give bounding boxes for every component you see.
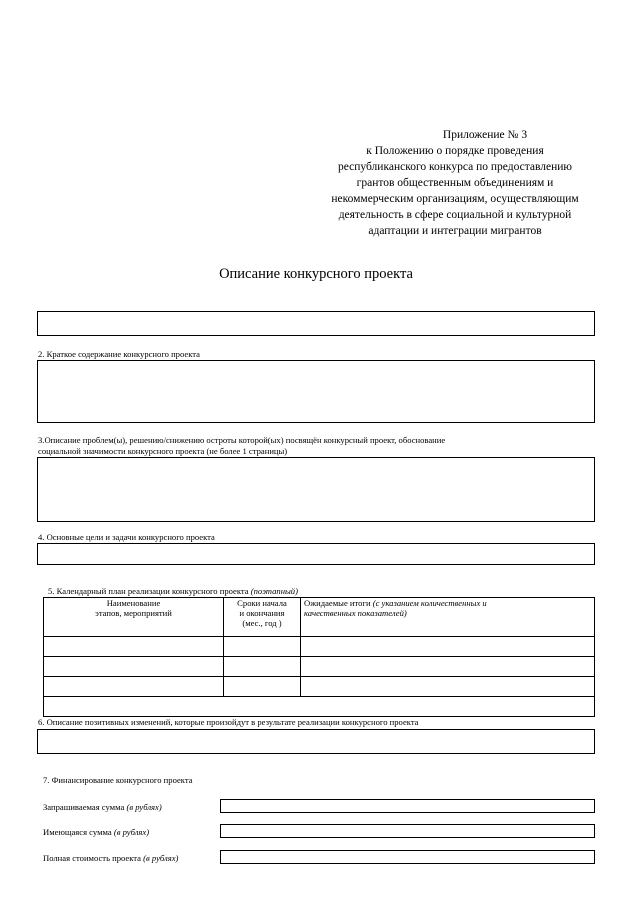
col-results-italic2: качественных показателей) — [304, 608, 407, 618]
requested-sum-text: Запрашиваемая сумма — [43, 802, 127, 812]
table-cell[interactable] — [301, 637, 595, 657]
total-cost-text: Полная стоимость проекта — [43, 853, 144, 863]
annex-line: адаптации и интеграции мигрантов — [368, 225, 542, 237]
table-row — [44, 657, 595, 677]
table-cell[interactable] — [44, 657, 224, 677]
total-cost-unit: (в рублях) — [143, 853, 179, 863]
goals-field[interactable] — [37, 543, 595, 565]
plan-label-italic: (поэтапный) — [250, 586, 298, 596]
table-cell[interactable] — [224, 657, 301, 677]
existing-sum-label — [43, 827, 149, 837]
requested-sum-label — [43, 802, 162, 812]
problem-label-line2: социальной значимости конкурсного проекта (не более 1 страницы) — [38, 446, 288, 456]
existing-sum-text: Имеющаяся сумма — [43, 827, 114, 837]
table-header-row — [44, 598, 595, 637]
existing-sum-unit: (в рублях) — [113, 827, 150, 837]
col-stages-line1: Наименование — [106, 598, 161, 608]
annex-line: Приложение № 3 — [442, 129, 528, 141]
col-results-italic1: (с указанием количественных и — [372, 598, 487, 608]
annex-line: деятельность в сфере социальной и культурной — [338, 209, 572, 221]
table-cell[interactable] — [44, 697, 595, 717]
annex-header — [300, 127, 610, 239]
total-cost-label — [43, 853, 178, 863]
summary-label: 2. Краткое содержание конкурсного проекта — [38, 349, 200, 359]
annex-line: грантов общественным объединениям и — [356, 177, 554, 189]
table-cell[interactable] — [224, 677, 301, 697]
summary-field[interactable] — [37, 360, 595, 423]
table-cell[interactable] — [44, 637, 224, 657]
col-dates-line2: и окончания — [239, 608, 285, 618]
problem-label-line1: 3.Описание проблем(ы), решению/снижению остроты которой(ых) посвящён конкурсный проект, обоснование — [38, 435, 446, 445]
calendar-plan-table — [43, 597, 595, 717]
annex-line: к Положению о порядке проведения — [366, 145, 544, 157]
col-results-header — [301, 598, 595, 637]
col-dates-header — [224, 598, 301, 637]
col-dates-line3: (мес., год ) — [242, 618, 282, 628]
existing-sum-field[interactable] — [220, 824, 595, 838]
total-cost-field[interactable] — [220, 850, 595, 864]
annex-line: республиканского конкурса по предоставлению — [337, 161, 572, 173]
table-cell[interactable] — [301, 657, 595, 677]
problem-field[interactable] — [37, 457, 595, 522]
plan-label-text: 5. Календарный план реализации конкурсного проекта — [48, 586, 251, 596]
table-cell[interactable] — [224, 637, 301, 657]
financing-label: 7. Финансирование конкурсного проекта — [43, 775, 193, 785]
plan-label — [48, 586, 298, 596]
changes-field[interactable] — [37, 729, 595, 754]
annex-line: некоммерческим организациям, осуществляющим — [331, 193, 579, 205]
col-stages-header — [44, 598, 224, 637]
table-cell[interactable] — [44, 677, 224, 697]
table-row — [44, 637, 595, 657]
page-title: Описание конкурсного проекта — [219, 266, 413, 282]
changes-label: 6. Описание позитивных изменений, которые произойдут в результате реализации конкурсного проекта — [38, 717, 419, 727]
col-results-line1 — [304, 598, 591, 608]
col-dates-line1: Сроки начала — [237, 598, 287, 608]
requested-sum-field[interactable] — [220, 799, 595, 813]
goals-label: 4. Основные цели и задачи конкурсного проекта — [38, 532, 215, 542]
col-results-text: Ожидаемые итоги — [304, 598, 373, 608]
project-name-field[interactable] — [37, 311, 595, 336]
col-stages-line2: этапов, мероприятий — [95, 608, 172, 618]
requested-sum-unit: (в рублях) — [126, 802, 162, 812]
table-cell[interactable] — [301, 677, 595, 697]
table-row — [44, 677, 595, 697]
table-row — [44, 697, 595, 717]
